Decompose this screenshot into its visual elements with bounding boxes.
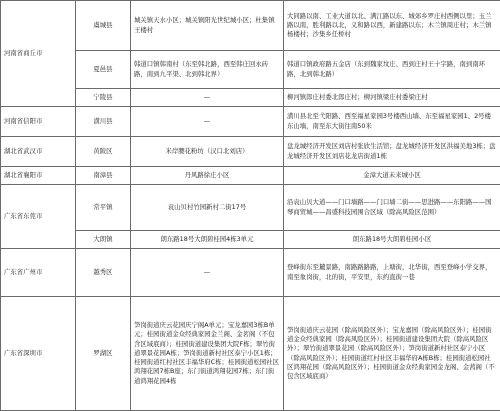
high-risk-area-cell: — (131, 249, 284, 297)
mid-risk-area-cell: 沿袁山贝大道——门口墙路——门口墙二街——思进路——东阳路——国琴商贸城——昌盛科技园围合区域（除高风险区范围） (284, 185, 500, 231)
high-risk-area-cell: 城关镇天水小区；城关镇阳光世纪城小区；杜集镇王楼村 (131, 1, 284, 51)
county-cell: 罗湖区 (76, 297, 131, 411)
mid-risk-area-cell: 韩道口镇政府路五金店（东到魏家坟庄、西到庄村王十字路，南到南环路，北到韩北路） (284, 51, 500, 89)
high-risk-area-cell: 朗东路18号大朗碧桂园4栋3单元 (131, 231, 284, 249)
mid-risk-area-cell: 柳河镇郎庄村委北郎庄村；柳河镇梁庄村委梁庄村 (284, 89, 500, 107)
table-row (1, 1, 500, 51)
mid-risk-area-cell: 登峰街东至麓景路，南路路路路，上塘街，北华街，西至登峰小学交界，南至象岗街，北的街，平安里，东约直街一巷 (284, 249, 500, 297)
high-risk-area-cell: 笋岗街道庆云花园庆宁阁A单元；宝龙嘉园3栋B单元；桂园街道金众经典家园金兰阁、金茗阁（不包含区域底商）；桂园街道建设集团大院F栋；翠竹街道翠景花园A栋；笋岗街道新村社区泰宁小区1栋；桂园街道红村社区丰福华府C栋；桂园街道松园社区鸿翔花园7栋B座；东门街道鸿翔花园7栋；东门街道鸿翔花园4栋 (131, 297, 284, 411)
city-cell: 湖北省武汉市 (1, 137, 76, 167)
county-cell: 大朗镇 (76, 231, 131, 249)
table-row (1, 107, 500, 137)
table-row (1, 167, 500, 185)
county-cell: 常平镇 (76, 185, 131, 231)
mid-risk-area-cell: 盘龙城经济开发区刘店村张欣生活馆；盘龙城经济开发区洪福美地3栋；盘龙城经济开发区刘店花龙店街道1栋 (284, 137, 500, 167)
county-cell: 宁陵县 (76, 89, 131, 107)
county-cell: 虞城县 (76, 1, 131, 51)
high-risk-area-cell: 袁山贝村竹园新村二街17号 (131, 185, 284, 231)
city-cell: 河南省信阳市 (1, 107, 76, 137)
high-risk-area-cell: — (131, 89, 284, 107)
high-risk-area-cell: — (131, 107, 284, 137)
mid-risk-area-cell: 朗东路18号大朗碧桂园小区 (284, 231, 500, 249)
table-row (1, 185, 500, 231)
city-cell: 广东省深圳市 (1, 297, 76, 411)
high-risk-area-cell: 韩道口镇韩南村（东至韩北路，西至韩庄回永砖路，南到九平渠、北到韩北界） (131, 51, 284, 89)
city-cell: 广东省东莞市 (1, 185, 76, 249)
county-cell: 潢川县 (76, 107, 131, 137)
county-cell: 夏邑县 (76, 51, 131, 89)
county-cell: 黄陂区 (76, 137, 131, 167)
table-row (1, 89, 500, 107)
mid-risk-area-cell: 笋岗街道庆云花园（除高风险区外）；宝龙嘉园（除高风险区外）；桂园街道金众经典家园（除高风险区外）；桂园街道建设集团大院（除高风险区外）；翠竹街道翠景花园（除高风险区外）；笋岗街道新村社区泰宁小区（除高风险区外）；桂园街道红村社区丰福华府A栋B栋；桂园街道松园社区鸿翔花园（除高风险区外）；桂园街道金众经典家园金龙阁、金茜阁（不包含区域底商） (284, 297, 500, 411)
county-cell: 南漳县 (76, 167, 131, 185)
city-cell: 湖北省襄阳市 (1, 167, 76, 185)
high-risk-area-cell: 米岸腰花粉坊（汉口北刘店） (131, 137, 284, 167)
table-row (1, 231, 500, 249)
table-row (1, 51, 500, 89)
table-row (1, 297, 500, 411)
table-row (1, 249, 500, 297)
mid-risk-area-cell: 大同路以南、工业大道以北、满江路以东、城郊乡罗庄村西侧以里；玉兰路以南，胜利路以北，义和路以西，新建路以东；木兰镇周庄村；木兰镇杨楼村；沙集乡任桥村 (284, 1, 500, 51)
city-cell: 河南省商丘市 (1, 1, 76, 107)
city-cell: 广东省广州市 (1, 249, 76, 297)
county-cell: 越秀区 (76, 249, 131, 297)
table-row (1, 137, 500, 167)
mid-risk-area-cell: 金漳大道未来城小区 (284, 167, 500, 185)
mid-risk-area-cell: 潢川县北至弋阳路、西至福星家园3号楼西山墙、东至福星家园1、2号楼东山墙，南至东大街往南50米 (284, 107, 500, 137)
high-risk-area-cell: 丹风路徐庄小区 (131, 167, 284, 185)
